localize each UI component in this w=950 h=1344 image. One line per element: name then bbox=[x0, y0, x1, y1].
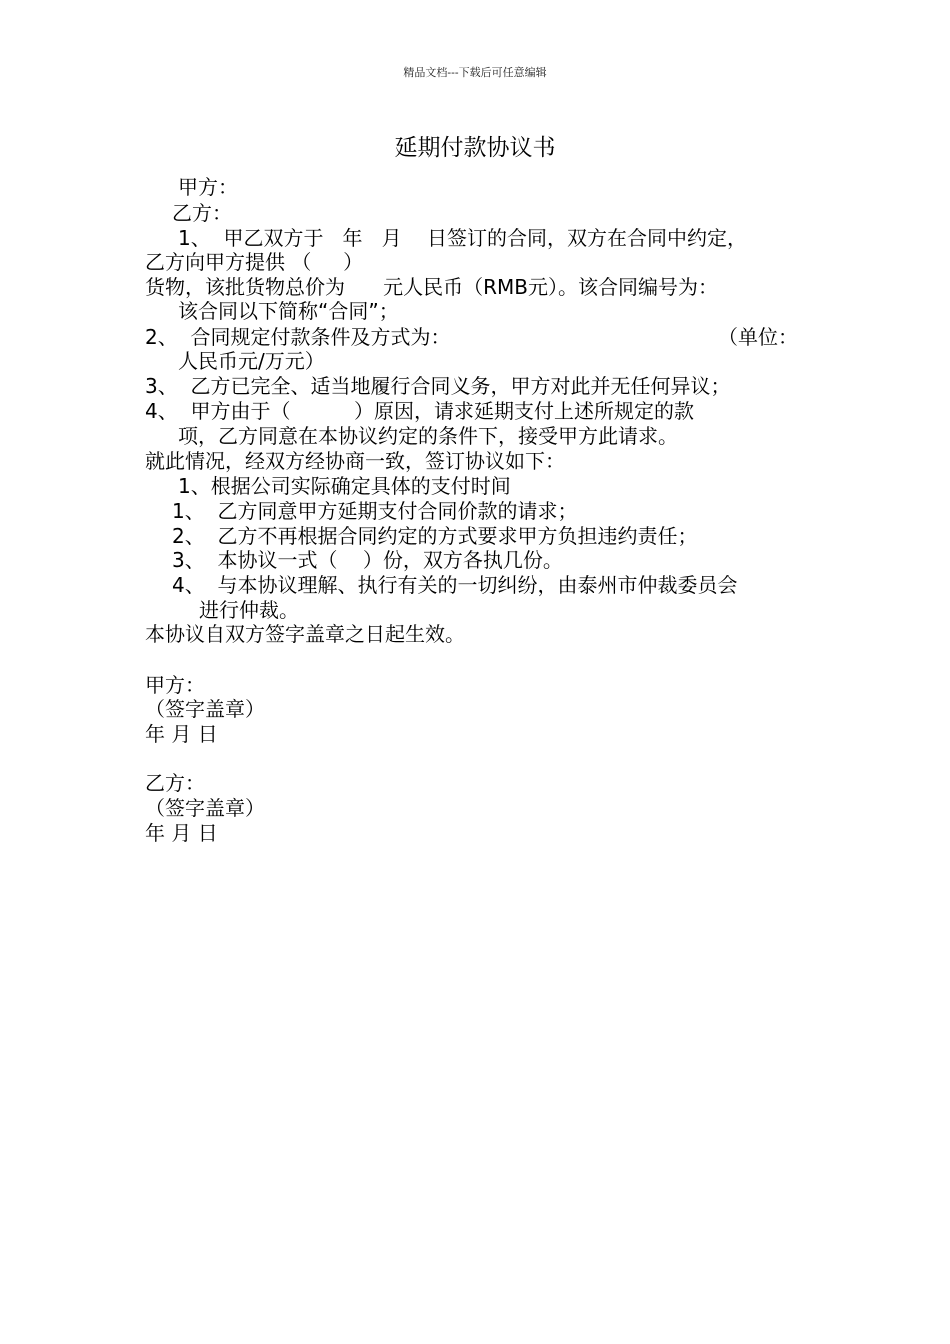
agreement-item-4-line-1: 4、 与本协议理解、执行有关的一切纠纷，由泰州市仲裁委员会 bbox=[172, 573, 738, 597]
agreement-item-2: 2、 乙方不再根据合同约定的方式要求甲方负担违约责任； bbox=[172, 524, 698, 548]
clause-3: 3、 乙方已完全、适当地履行合同义务，甲方对此并无任何异议； bbox=[145, 374, 731, 398]
sign-a-date: 年 月 日 bbox=[145, 722, 218, 746]
clause-2-line-1: 2、 合同规定付款条件及方式为： bbox=[145, 325, 451, 349]
clause-2-line-2: 人民币元/万元） bbox=[178, 349, 325, 373]
header-note: 精品文档---下载后可任意编辑 bbox=[403, 66, 547, 79]
sign-b-label: 乙方： bbox=[145, 771, 205, 795]
sign-a-label: 甲方： bbox=[145, 673, 205, 697]
clause-2-unit: （单位： bbox=[718, 325, 798, 349]
intro-line: 就此情况，经双方经协商一致，签订协议如下： bbox=[145, 449, 565, 473]
sign-a-seal: （签字盖章） bbox=[145, 697, 265, 721]
sign-b-date: 年 月 日 bbox=[145, 821, 218, 845]
effective-clause: 本协议自双方签字盖章之日起生效。 bbox=[145, 622, 465, 646]
page-title: 延期付款协议书 bbox=[394, 135, 556, 161]
clause-4-line-1: 4、 甲方由于（ ）原因，请求延期支付上述所规定的款 bbox=[145, 399, 695, 423]
agreement-item-4-line-2: 进行仲裁。 bbox=[199, 598, 299, 622]
clause-1-line-2: 乙方向甲方提供 （ ） bbox=[145, 250, 364, 274]
clause-1-line-4: 该合同以下简称“合同”； bbox=[178, 299, 399, 323]
clause-4-line-2: 项，乙方同意在本协议约定的条件下，接受甲方此请求。 bbox=[178, 424, 678, 448]
agreement-item-0: 1、根据公司实际确定具体的支付时间 bbox=[178, 474, 511, 498]
party-a-label: 甲方： bbox=[178, 175, 238, 199]
clause-1-line-1: 1、 甲乙双方于 年 月 日签订的合同，双方在合同中约定， bbox=[178, 226, 748, 250]
agreement-item-1: 1、 乙方同意甲方延期支付合同价款的请求； bbox=[172, 499, 578, 523]
party-b-label: 乙方： bbox=[172, 201, 232, 225]
sign-b-seal: （签字盖章） bbox=[145, 796, 265, 820]
agreement-item-3: 3、 本协议一式（ ）份，双方各执几份。 bbox=[172, 548, 563, 572]
clause-1-line-3: 货物，该批货物总价为 元人民币（RMB元）。该合同编号为： bbox=[145, 275, 719, 299]
